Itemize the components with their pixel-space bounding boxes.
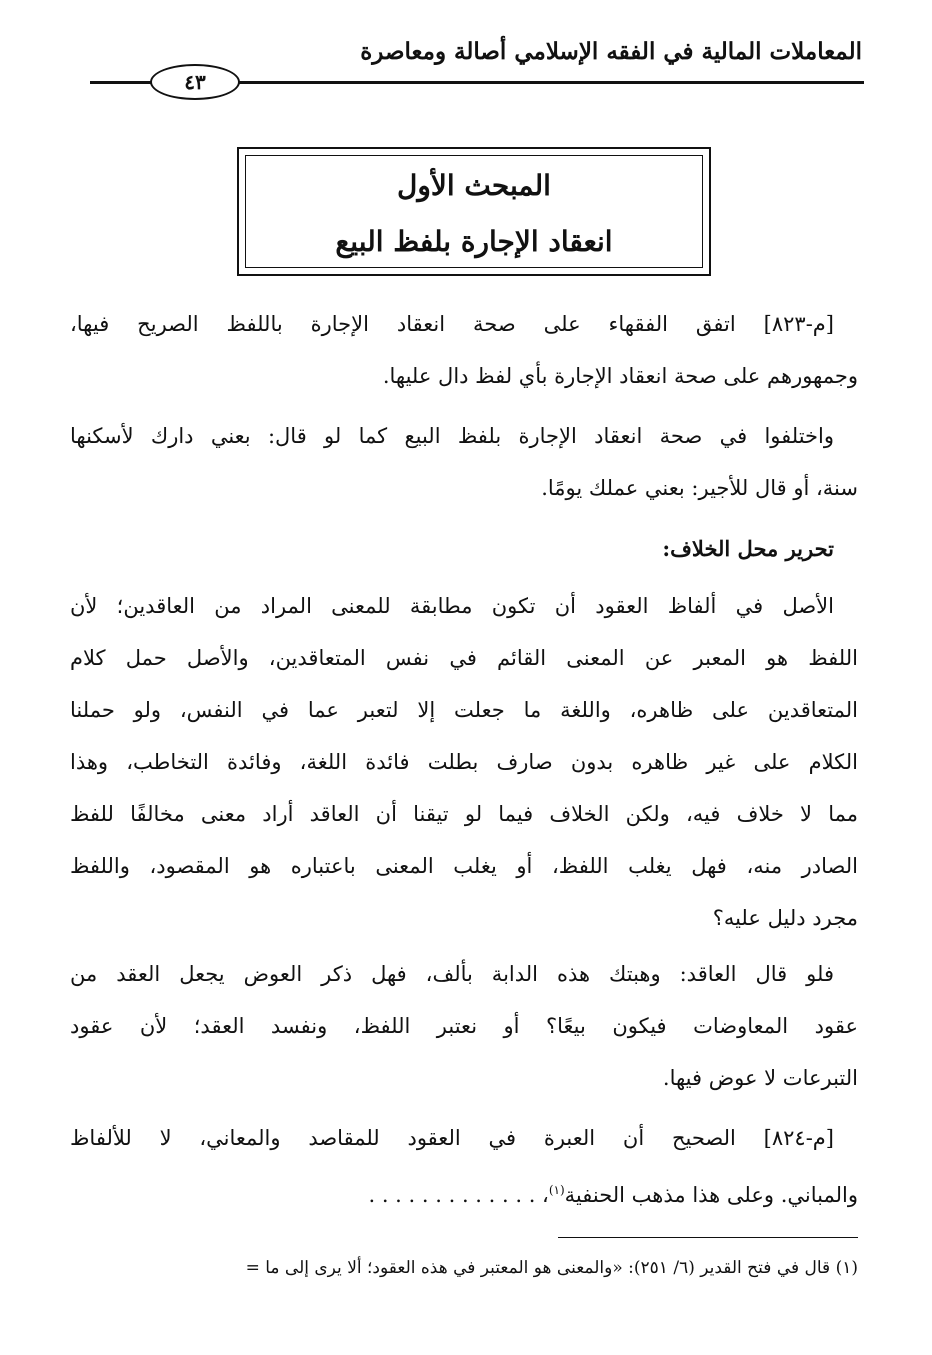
paragraph-3-line-1: الأصل في ألفاظ العقود أن تكون مطابقة للمعنى المراد من العاقدين؛ لأن [70, 594, 834, 618]
section-title-line2: انعقاد الإجارة بلفظ البيع [335, 225, 613, 258]
paragraph-1-line-2: وجمهورهم على صحة انعقاد الإجارة بأي لفظ دال عليها. [382, 364, 858, 388]
paragraph-3-line-3: المتعاقدين على ظاهره، واللغة ما جعلت إلا لتعبر عما في النفس، ولو حملنا [70, 698, 858, 722]
paragraph-3-line-5: مما لا خلاف فيه، ولكن الخلاف فيما لو تيقنا أن العاقد أراد معنى مخالفًا للفظ [70, 802, 858, 826]
paragraph-3-line-2: اللفظ هو المعبر عن المعنى القائم في نفس المتعاقدين، والأصل حمل كلام [70, 646, 858, 670]
subheading: تحرير محل الخلاف: [662, 536, 834, 561]
paragraph-1 [70, 298, 858, 402]
paragraph-4-line-1: فلو قال العاقد: وهبتك هذه الدابة بألف، فهل ذكر العوض يجعل العقد من [70, 962, 834, 986]
paragraph-4-line-3: التبرعات لا عوض فيها. [662, 1066, 858, 1090]
footnote-reference: (١) [548, 1183, 565, 1197]
footnote-rule [558, 1237, 858, 1238]
paragraph-5-line-2-tail: ، . . . . . . . . . . . . . [368, 1183, 549, 1207]
paragraph-1-line-1: [م-٨٢٣] اتفق الفقهاء على صحة انعقاد الإجارة باللفظ الصريح فيها، [70, 312, 834, 336]
paragraph-5-line-2-text: والمباني. وعلى هذا مذهب الحنفية [564, 1183, 858, 1207]
paragraph-5 [70, 1112, 858, 1216]
paragraph-3 [70, 580, 858, 944]
section-title-box [237, 147, 711, 276]
paragraph-5-line-1: [م-٨٢٤] الصحيح أن العبرة في العقود للمقاصد والمعاني، لا للألفاظ [70, 1126, 834, 1150]
page-number [150, 64, 240, 100]
page-number-text: ٤٣ [184, 70, 206, 94]
running-title: المعاملات المالية في الفقه الإسلامي أصالة ومعاصرة [360, 38, 862, 65]
footnote: (١) قال في فتح القدير (٦/ ٢٥١): «والمعنى هو المعتبر في هذه العقود؛ ألا يرى إلى ما = [245, 1258, 858, 1278]
paragraph-3-line-4: الكلام على غير ظاهره بدون صارف بطلت فائدة اللغة، وفائدة التخاطب، وهذا [70, 750, 858, 774]
paragraph-2-line-1: واختلفوا في صحة انعقاد الإجارة بلفظ البيع كما لو قال: بعني دارك لأسكنها [70, 424, 834, 448]
paragraph-4-line-2: عقود المعاوضات فيكون بيعًا؟ أو نعتبر اللفظ، ونفسد العقد؛ لأن عقود [70, 1014, 858, 1038]
paragraph-5-line-2 [70, 1164, 858, 1216]
paragraph-3-line-6: الصادر منه، فهل يغلب اللفظ، أو يغلب المعنى باعتباره هو المقصود، واللفظ [70, 854, 858, 878]
paragraph-2-line-2: سنة، أو قال للأجير: بعني عملك يومًا. [541, 476, 858, 500]
section-title-line1: المبحث الأول [397, 169, 551, 202]
paragraph-4 [70, 948, 858, 1104]
paragraph-3-line-7: مجرد دليل عليه؟ [712, 906, 858, 930]
paragraph-2 [70, 410, 858, 514]
